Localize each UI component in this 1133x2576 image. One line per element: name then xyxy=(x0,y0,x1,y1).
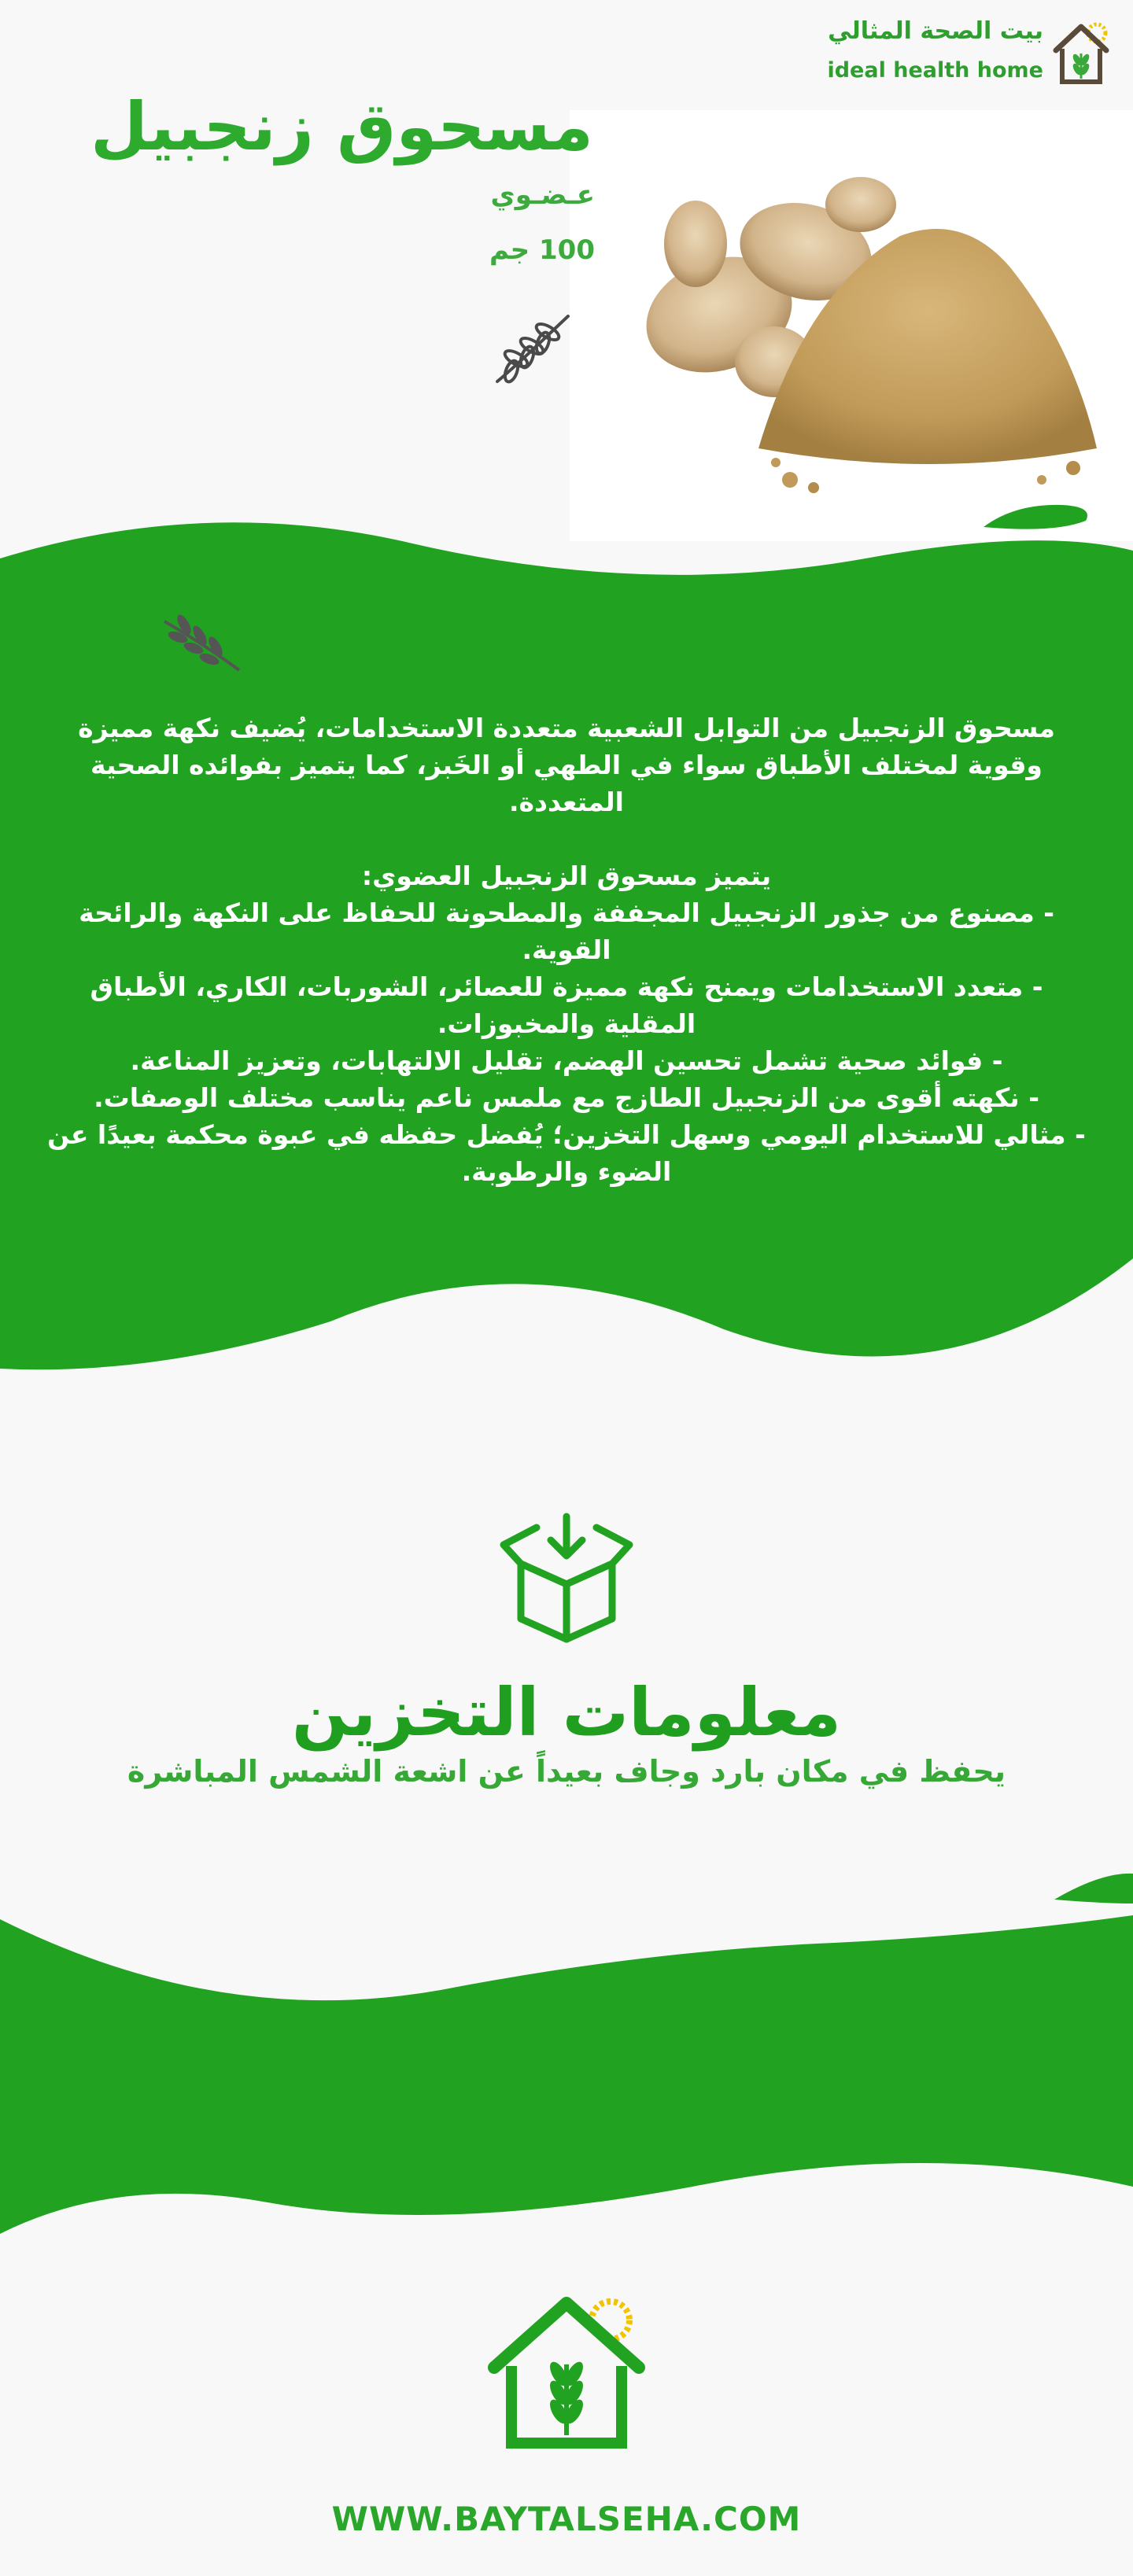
product-weight: 100 جم xyxy=(489,234,595,266)
brand-name-arabic: بيت الصحة المثالي xyxy=(828,17,1043,45)
brand-name-english: ideal health home xyxy=(827,58,1043,83)
wheat-branch-icon xyxy=(161,606,247,676)
feature-item: - فوائد صحية تشمل تحسين الهضم، تقليل الالتهابات، وتعزيز المناعة. xyxy=(130,1045,1003,1076)
product-description xyxy=(47,709,1086,1190)
feature-item: - متعدد الاستخدامات ويمنح نكهة مميزة للعصائر، الشوربات، الكاري، الأطباق المقلية والمخبوزات. xyxy=(90,971,1043,1039)
feature-item: - مثالي للاستخدام اليومي وسهل التخزين؛ يُفضل حفظه في عبوة محكمة بعيدًا عن الضوء والرطوبة. xyxy=(47,1119,1086,1187)
house-logo-icon xyxy=(483,2289,650,2454)
wheat-branch-icon xyxy=(489,307,576,393)
features-title: يتميز مسحوق الزنجبيل العضوي: xyxy=(361,861,772,891)
storage-instructions: يحفظ في مكان بارد وجاف بعيداً عن اشعة الشمس المباشرة xyxy=(127,1754,1006,1789)
brand-header xyxy=(784,16,1114,94)
green-wave-band xyxy=(0,1856,1133,2250)
product-subtitle: عـضـوي xyxy=(490,179,595,211)
description-intro-line: وقوية لمختلف الأطباق سواء في الطهي أو الخَبز، كما يتميز بفوائده الصحية المتعددة. xyxy=(90,750,1043,817)
house-logo-icon xyxy=(1050,19,1114,87)
feature-item: - مصنوع من جذور الزنجبيل المجففة والمطحونة للحفاظ على النكهة والرائحة القوية. xyxy=(79,897,1054,965)
storage-title: معلومات التخزين xyxy=(291,1674,842,1751)
feature-item: - نكهته أقوى من الزنجبيل الطازج مع ملمس ناعم يناسب مختلف الوصفات. xyxy=(94,1082,1039,1113)
box-download-icon xyxy=(497,1509,636,1647)
description-intro-line: مسحوق الزنجبيل من التوابل الشعبية متعددة الاستخدامات، يُضيف نكهة مميزة xyxy=(78,713,1055,743)
product-title: مسحوق زنجبيل xyxy=(90,88,593,165)
website-link[interactable]: WWW.BAYTALSEHA.COM xyxy=(331,2500,802,2538)
